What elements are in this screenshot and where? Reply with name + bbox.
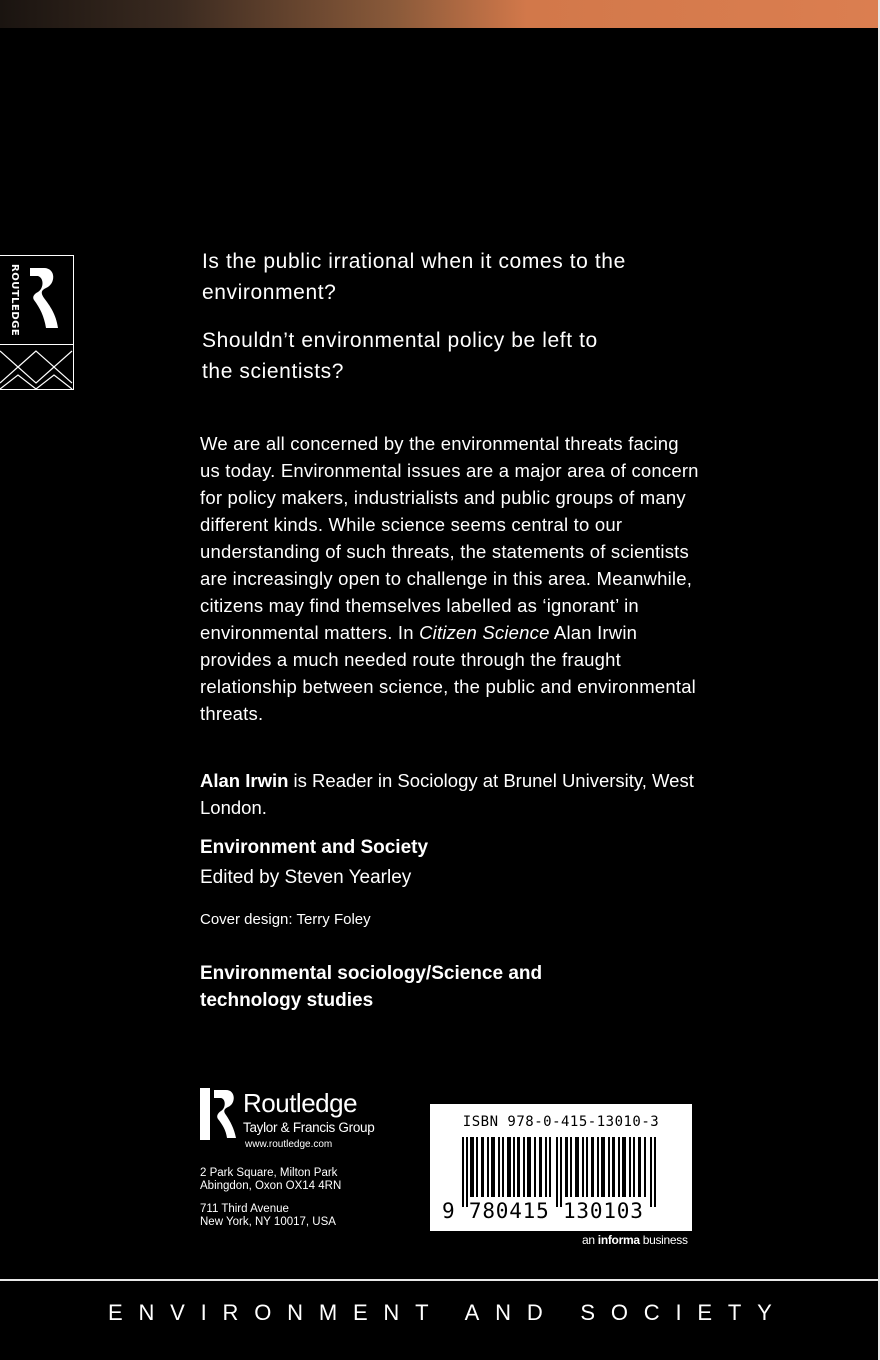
cover-design-credit: Cover design: Terry Foley <box>200 911 371 928</box>
subject-category: Environmental sociology/Science and technology studies <box>200 963 543 1011</box>
footer-series-title: ENVIRONMENT AND SOCIETY <box>108 1300 788 1325</box>
barcode-box <box>430 1104 692 1231</box>
informa-suffix: business <box>639 1233 688 1247</box>
book-title-italic: Citizen Science <box>419 622 550 643</box>
publisher-url[interactable]: www.routledge.com <box>245 1139 333 1150</box>
address-uk-line-2: Abingdon, Oxon OX14 4RN <box>200 1180 342 1192</box>
question-2: Shouldn’t environmental policy be left to the scientists? <box>202 329 598 383</box>
author-name: Alan Irwin <box>200 770 289 791</box>
author-bio <box>200 767 710 821</box>
address-us <box>200 1203 336 1229</box>
informa-brand: informa <box>597 1233 640 1247</box>
blurb-paragraph <box>200 430 700 727</box>
series-editor: Edited by Steven Yearley <box>200 867 412 888</box>
routledge-logo-icon <box>200 1088 240 1140</box>
barcode-digits: 9 780415 130103 <box>442 1199 644 1223</box>
publisher-group: Taylor & Francis Group <box>243 1120 375 1135</box>
blurb-text-end: Alan Irwin provides a much needed route through the fraught relationship between science, the public and environmental threats. <box>200 622 696 724</box>
spine-logo-upper <box>0 256 73 345</box>
lattice-pattern-icon <box>0 345 73 390</box>
address-us-line-1: 711 Third Avenue <box>200 1203 289 1215</box>
isbn-label: ISBN 978-0-415-13010-3 <box>462 1114 660 1130</box>
publisher-name: Routledge <box>243 1088 358 1118</box>
address-uk <box>200 1167 341 1193</box>
top-color-band <box>0 0 878 28</box>
address-us-line-2: New York, NY 10017, USA <box>200 1216 336 1228</box>
blurb-text-start: We are all concerned by the environmental threats facing us today. Environmental issues are a major area of concern for policy makers, industrialists and public groups of many different kinds. While science seems central to our understanding of such threats, the statements of scientists are increasingly open to challenge in this area. Meanwhile, citizens may find themselves labelled as ‘ignorant’ in environmental matters. In <box>200 433 699 643</box>
informa-tagline <box>582 1233 688 1247</box>
informa-prefix: an <box>582 1233 598 1247</box>
footer-rule <box>0 1279 878 1281</box>
author-bio-text: is Reader in Sociology at Brunel University, West London. <box>200 770 694 818</box>
barcode-bars <box>456 1137 668 1207</box>
question-1: Is the public irrational when it comes to the environment? <box>202 250 626 304</box>
spine-logo-box <box>0 255 74 390</box>
series-title: Environment and Society <box>200 837 429 858</box>
spine-publisher-word: ROUTLEDGE <box>9 264 20 337</box>
routledge-r-icon <box>24 264 62 332</box>
address-uk-line-1: 2 Park Square, Milton Park <box>200 1167 338 1179</box>
